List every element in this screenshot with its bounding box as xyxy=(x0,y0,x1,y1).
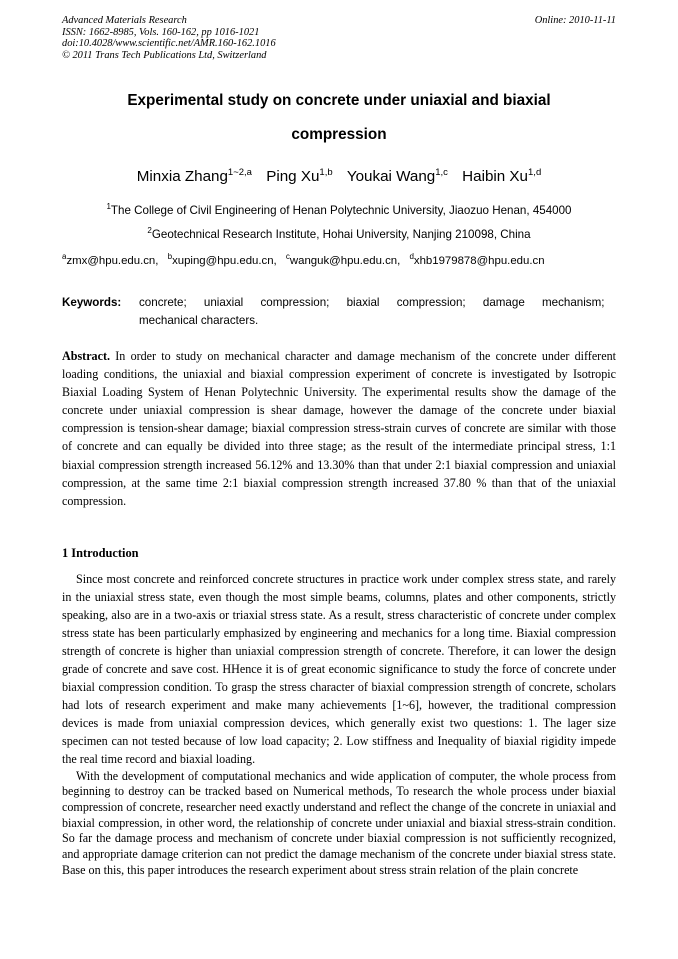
paragraph: With the development of computational mechanics and wide application of computer, the whole process from beginning to destroy can be tracked based on Numerical methods, To research the whole process under biaxial compression of concrete, researcher need exactly understand and reflect the change of the concrete in uniaxial and biaxial compression, in other word, the relationship of concrete under uniaxial and biaxial stress-strain condition. So far the damage process and mechanism of concrete under biaxial compression is not sufficiently recognized, and appropriate damage criterion can not predict the damage mechanism of the concrete under biaxial stress state. Base on this, this paper introduces the research experiment about stress strain relation of the plain concrete xyxy=(62,768,616,877)
online-date: Online: 2010-11-11 xyxy=(534,15,616,26)
journal-header xyxy=(62,15,616,61)
affiliation-sup: 2 xyxy=(147,226,152,235)
author-name: Ping Xu xyxy=(266,168,320,185)
affiliation-2 xyxy=(62,228,616,241)
author-list xyxy=(62,168,616,185)
keywords-line-2: mechanical characters. xyxy=(139,314,259,327)
email-address: wanguk@hpu.edu.cn, xyxy=(289,255,401,267)
abstract-label: Abstract. xyxy=(62,349,111,363)
email-sup: b xyxy=(167,252,173,261)
affiliation-1 xyxy=(62,204,616,217)
issn-line: ISSN: 1662-8985, Vols. 160-162, pp 1016-1021 xyxy=(62,26,260,38)
email-address: xhb1979878@hpu.edu.cn xyxy=(413,255,545,267)
email-address: zmx@hpu.edu.cn, xyxy=(66,255,159,267)
affiliation-sup: 1 xyxy=(106,202,111,211)
affiliation-text: The College of Civil Engineering of Henan Polytechnic University, Jiaozuo Henan, 454000 xyxy=(110,204,572,217)
paper-title-line-1: Experimental study on concrete under uniaxial and biaxial xyxy=(127,92,551,109)
copyright-line: © 2011 Trans Tech Publications Ltd, Switzerland xyxy=(62,49,267,61)
abstract-block xyxy=(62,347,616,510)
email xyxy=(167,252,277,267)
doi-line: doi:10.4028/www.scientific.net/AMR.160-162.1016 xyxy=(62,38,276,50)
author-sup: 1,d xyxy=(528,167,542,178)
author xyxy=(347,168,448,185)
paragraph: Since most concrete and reinforced concrete structures in practice work under complex stress state, and rarely in the uniaxial stress state, even though the most simple beams, columns, plates and other components, strictly speaking, also are in a two-axis or triaxial stress state. As a result, stress characteristic of concrete under complex stress state has been particularly emphasized by engineering and mechanics for a long time. Biaxial compression strength of concrete is higher than uniaxial compression strength of concrete. Therefore, it can lower the design grade of concrete and save cost. HHence it is of great economic significance to study the force of concrete under biaxial compression condition. To grasp the stress character of biaxial compression strength of concrete, scholars had lots of research experiment and make many achievements [1~6], however, the traditional compression devices is made from uniaxial compression devices, which generally exist two questions: 1. The lager size specimen can not tested because of low load capacity; 2. Low stiffness and Inequality of biaxial rigidity impede the real time record and biaxial loading. xyxy=(62,572,616,767)
affiliation-text: Geotechnical Research Institute, Hohai University, Nanjing 210098, China xyxy=(151,228,531,241)
email-sup: d xyxy=(409,252,414,261)
section-heading: 1 Introduction xyxy=(62,546,139,560)
email xyxy=(285,252,401,267)
author-sup: 1,c xyxy=(435,167,448,178)
author-sup: 1~2,a xyxy=(227,167,252,178)
author-sup: 1,b xyxy=(319,167,333,178)
paper-title-line-2: compression xyxy=(291,126,387,143)
keywords-line-1: concrete; uniaxial compression; biaxial compression; damage mechanism; xyxy=(139,296,605,309)
author xyxy=(462,168,541,185)
email-list xyxy=(62,252,616,267)
email-address: xuping@hpu.edu.cn, xyxy=(172,255,277,267)
email xyxy=(409,252,545,267)
author xyxy=(266,168,332,185)
email-sup: a xyxy=(62,252,67,261)
author xyxy=(137,168,252,185)
author-name: Minxia Zhang xyxy=(136,168,228,185)
author-name: Haibin Xu xyxy=(462,168,529,185)
keywords-label: Keywords: xyxy=(62,296,122,309)
email-sup: c xyxy=(285,252,290,261)
email xyxy=(62,252,159,267)
author-name: Youkai Wang xyxy=(346,168,436,185)
section-body xyxy=(62,570,616,878)
journal-name: Advanced Materials Research xyxy=(62,15,187,26)
keywords-block xyxy=(62,294,616,330)
abstract-text: In order to study on mechanical character and damage mechanism of the concrete under different loading conditions, the uniaxial and biaxial compression experiment of concrete is investigated by Isotropic Biaxial Loading System of Henan Polytechnic University. The experimental results show the damage of the concrete under uniaxial compression is shear damage, however the damage of the concrete under biaxial compression is tension-shear damage; biaxial compression stress-strain curves of concrete are similar with those of concrete and can equally be divided into three stage; as the result of the intermediate principal stress, 1:1 biaxial compression strength increased 56.12% and 13.30% than that under 2:1 biaxial compression and uniaxial compression, at the same time 2:1 biaxial compression strength increased 37.80 % than that of the uniaxial compression. xyxy=(62,349,616,508)
